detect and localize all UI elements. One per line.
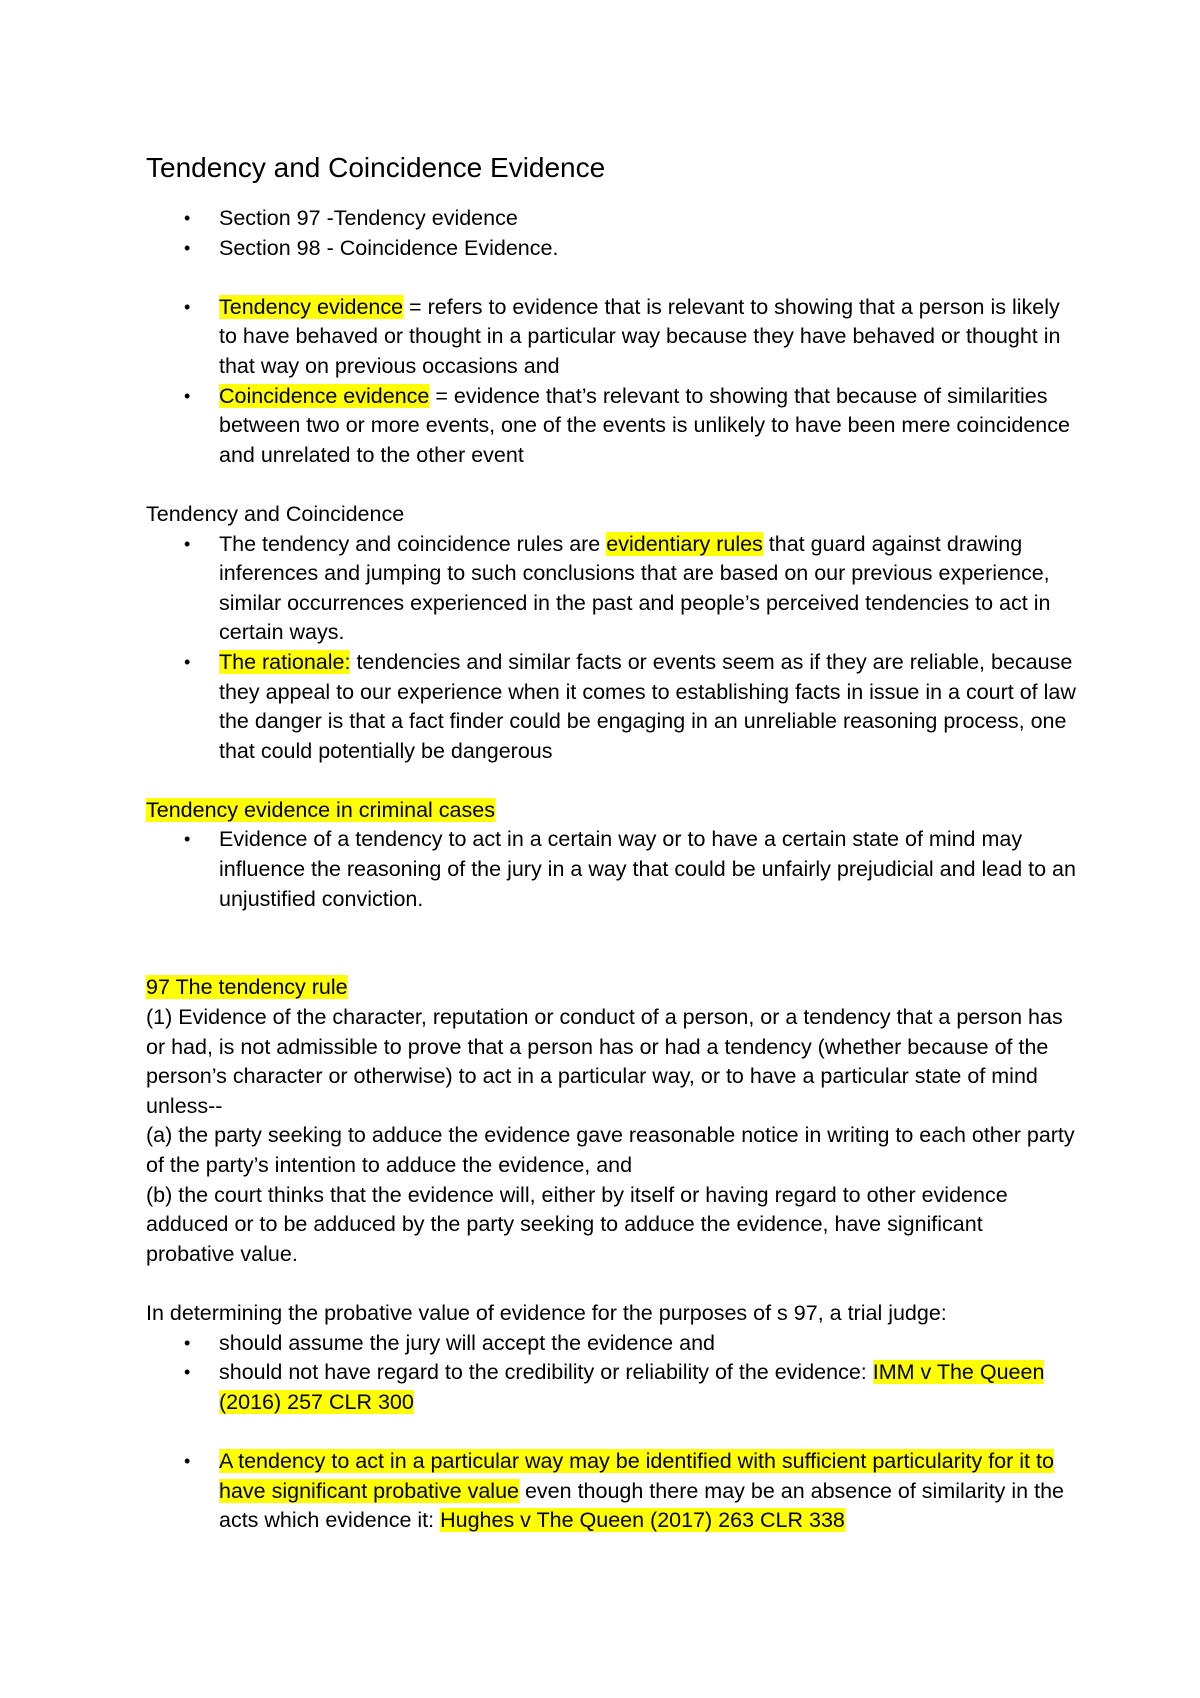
list-item: • Section 97 -Tendency evidence: [146, 204, 1076, 234]
criminal-list: [146, 825, 1076, 914]
sections-list: [146, 204, 1076, 263]
list-item: • Evidence of a tendency to act in a certain way or to have a certain state of mind may influence the reasoning of the jury in a way that could be unfairly prejudicial and lead to an unjustified conviction.: [184, 827, 1076, 911]
bullet-icon: •: [184, 1450, 191, 1471]
highlight-text: evidentiary rules: [606, 531, 763, 556]
bullet-icon: •: [184, 385, 191, 406]
spacer: [146, 766, 1076, 796]
section-heading: Tendency evidence in criminal cases: [146, 797, 495, 822]
tendency-term: Tendency evidence: [219, 294, 404, 319]
bullet-icon: •: [184, 1362, 191, 1383]
bullet-icon: •: [184, 296, 191, 317]
coincidence-term: Coincidence evidence: [219, 383, 430, 408]
document-page: [146, 150, 1076, 1536]
probative-list: [146, 1329, 1076, 1418]
bullet-icon: •: [184, 237, 191, 258]
bullet-icon: •: [184, 829, 191, 850]
bullet-icon: •: [184, 651, 191, 672]
case-citation: IMM v The Queen (2016) 257 CLR 300: [219, 1360, 1045, 1414]
list-item: • The tendency and coincidence rules are evidentiary rules that guard against drawing inferences and jumping to such conclusions that are based on our previous experience, similar occurrences experienced in the past and people’s perceived tendencies to act in certain ways.: [184, 531, 1051, 645]
spacer: [146, 944, 1076, 974]
highlight-text: The rationale:: [219, 649, 351, 674]
case-citation: Hughes v The Queen (2017) 263 CLR 338: [440, 1508, 845, 1533]
definitions-list: [146, 293, 1076, 471]
list-item: • should assume the jury will accept the evidence and: [146, 1329, 1076, 1359]
spacer: [146, 263, 1076, 293]
tendency-definition: = refers to evidence that is relevant to showing that a person is likely to have behaved or thought in a particular way because they have behaved or thought in that way on previous occasions and: [219, 294, 1061, 378]
spacer: [146, 1269, 1076, 1299]
highlight-text: A tendency to act in a particular way may be identified with sufficient particularity for it to have significant probative value: [219, 1448, 1054, 1503]
rule-paragraph: (a) the party seeking to adduce the evidence gave reasonable notice in writing to each other party of the party’s intention to adduce the evidence, and: [146, 1123, 1075, 1177]
page-title: Tendency and Coincidence Evidence: [146, 152, 606, 183]
rule-paragraph: (1) Evidence of the character, reputation or conduct of a person, or a tendency that a person has or had, is not admissible to prove that a person has or had a tendency (whether because of the person’s character or otherwise) to act in a particular way, or to have a particular state of mind unless--: [146, 1005, 1063, 1118]
spacer: [146, 1417, 1076, 1447]
bullet-icon: •: [184, 208, 191, 228]
tc-list: [146, 530, 1076, 767]
spacer: [146, 470, 1076, 500]
intro-paragraph: In determining the probative value of evidence for the purposes of s 97, a trial judge:: [146, 1300, 947, 1325]
list-item: • The rationale: tendencies and similar facts or events seem as if they are reliable, because they appeal to our experience when it comes to establishing facts in issue in a court of law the danger is that a fact finder could be engaging in an unreliable reasoning process, one that could potentially be dangerous: [184, 649, 1076, 763]
probative-list-2: [146, 1447, 1076, 1536]
spacer: [146, 914, 1076, 944]
section-heading: 97 The tendency rule: [146, 975, 348, 1000]
rule-paragraph: (b) the court thinks that the evidence will, either by itself or having regard to other evidence adduced or to be adduced by the party seeking to adduce the evidence, have significant probative value.: [146, 1182, 1008, 1266]
bullet-icon: •: [184, 533, 191, 554]
list-item: • should not have regard to the credibility or reliability of the evidence: IMM v The Queen (2016) 257 CLR 300: [184, 1360, 1045, 1414]
coincidence-definition: = evidence that’s relevant to showing that because of similarities between two or more events, one of the events is unlikely to have been mere coincidence and unrelated to the other event: [219, 383, 1070, 467]
section-heading: Tendency and Coincidence: [146, 501, 405, 526]
list-item: • A tendency to act in a particular way may be identified with sufficient particularity for it to have significant probative value even though there may be an absence of similarity in the acts which evidence it: Hughes v The Queen (2017) 263 CLR 338: [184, 1448, 1064, 1533]
list-item: [146, 293, 1076, 382]
list-item: • Section 98 - Coincidence Evidence.: [146, 234, 1076, 264]
bullet-icon: •: [184, 1332, 191, 1353]
list-item: [146, 382, 1076, 471]
